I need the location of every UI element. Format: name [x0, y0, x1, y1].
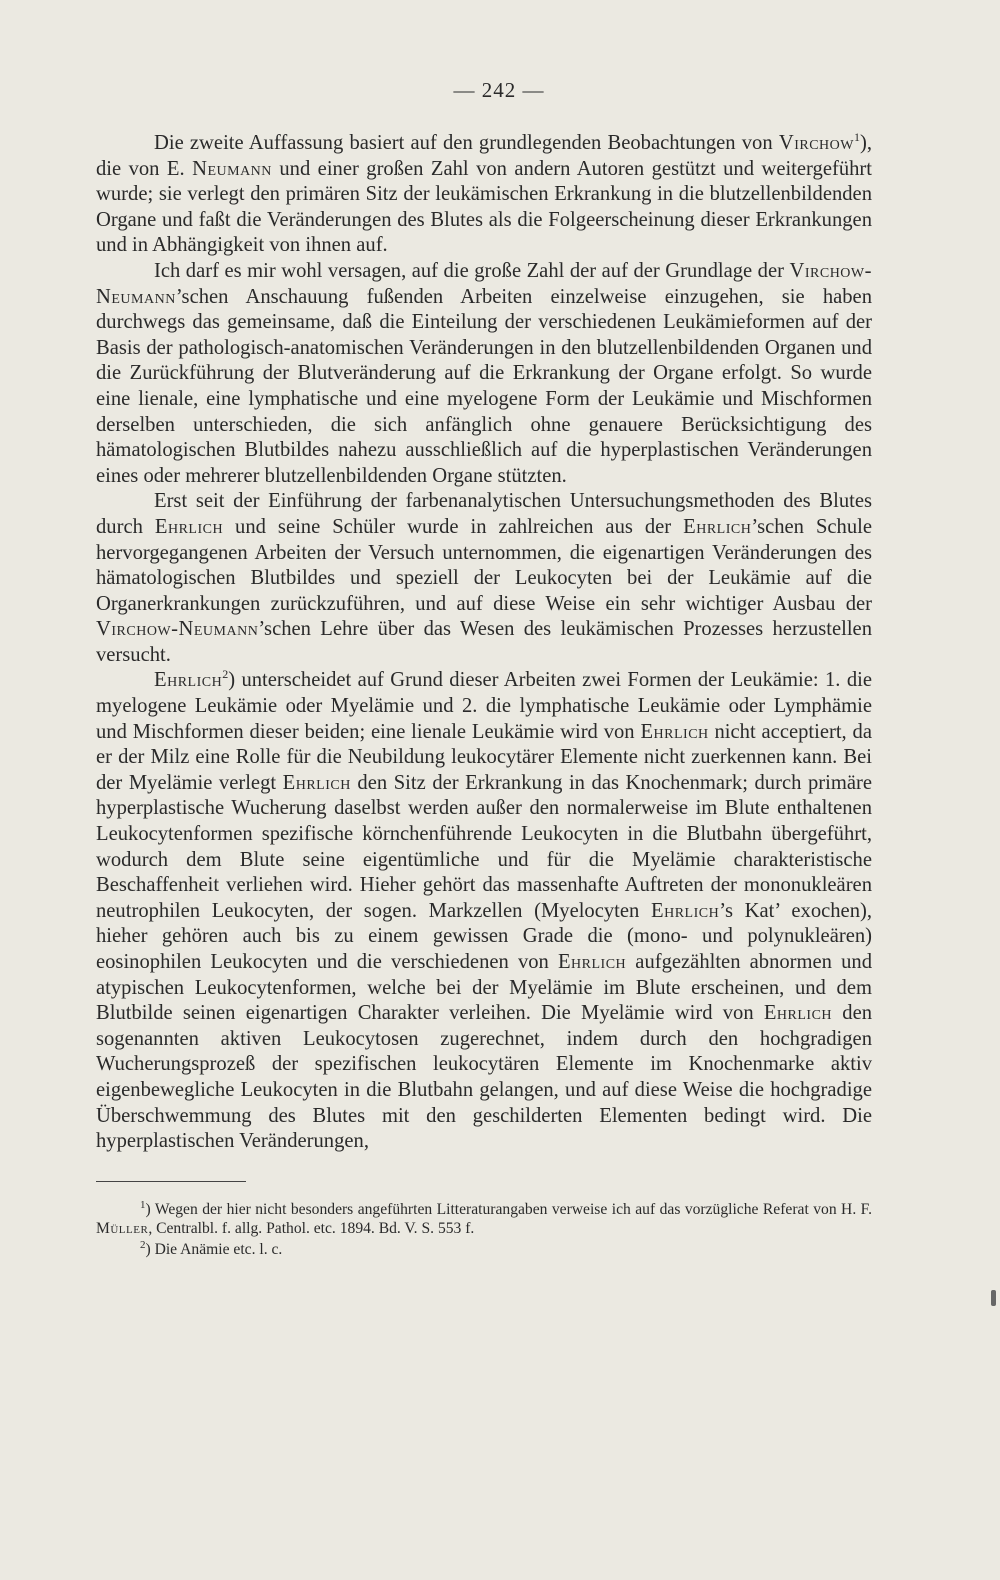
text-run: den sogenannten aktiven Leukocytosen zugerechnet, indem durch den hochgradigen Wucherungsprozeß der spezifischen leukocytären Elemente im Knochenmarke aktiv eigenbewegliche Leukocyten in die Blutbahn gelangen, und auf diese Weise die hochgradige Überschwemmung des Blutes mit den geschilderten Elementen bedingt wird. Die hyperplastischen Veränderungen, — [96, 1002, 873, 1153]
body-text — [96, 131, 872, 1155]
author-name: Ehrlich — [154, 669, 223, 692]
author-name: Ehrlich — [651, 899, 720, 922]
text-run: und seine Schüler wurde in zahlreichen aus der — [223, 515, 684, 538]
author-name: Virchow-Neumann — [96, 259, 872, 308]
author-name: Ehrlich — [640, 720, 709, 743]
footnote-ref-1: 1 — [853, 130, 860, 145]
text-run: ’schen Anschauung fußenden Arbeiten einzelweise einzugehen, sie haben durchwegs das gemeinsame, daß die Einteilung der verschiedenen Leukämieformen auf der Basis der pathologisch-anatomischen Veränderungen in den blutzellenbildenden Organen und die Zurückführung der Blutveränderung auf die Erkrankung der Organe erfolgt. So wurde eine lienale, eine lymphatische und eine myelogene Form der Leukämie und Mischformen derselben unterschieden, die sich anfänglich ohne genauere Berücksichtigung des hämatologischen Blutbildes nahezu ausschließlich auf die hyperplastischen Veränderungen eines oder mehrerer blutzellenbildenden Organe stützten. — [96, 285, 872, 487]
author-name: Neumann — [192, 157, 272, 180]
paragraph-3 — [96, 489, 872, 668]
text-run: aufgezählten abnormen und atypischen Leukocytenformen, welche bei der Myelämie im Blute erscheinen, und dem Blutbilde seinen eigenartigen Charakter verleihen. Die Myelämie wird von — [96, 951, 872, 1025]
text-run: ) unterscheidet auf Grund dieser Arbeiten zwei Formen der Leukämie: 1. die myelogene Leukämie oder Myelämie und 2. die lymphatische Leukämie oder Lymphämie und Mischformen dieser beiden; eine lienale Leukämie wird von — [96, 669, 872, 743]
text-run: ’s Kat’ exochen), hieher gehören auch bis zu einem gewissen Grade die (mono- und polynukleären) eosinophilen Leukocyten und die verschiedenen von — [96, 899, 872, 973]
footnote-mark: 2 — [140, 1238, 146, 1251]
text-run: Ich darf es mir wohl versagen, auf die große Zahl der auf der Grundlage der — [154, 259, 790, 282]
footnote-divider — [96, 1181, 246, 1182]
text-run: , Centralbl. f. allg. Pathol. etc. 1894. Bd. V. S. 553 f. — [148, 1219, 475, 1237]
text-run: nicht acceptiert, da er der Milz eine Rolle für die Neubildung leukocytärer Elemente nicht zuerkennen kann. Bei der Myelämie verlegt — [96, 720, 872, 794]
footnote-1 — [96, 1200, 872, 1238]
author-name: Ehrlich — [282, 771, 351, 794]
text-run: und einer großen Zahl von andern Autoren gestützt und weitergeführt wurde; sie verlegt den primären Sitz der leukämischen Erkrankung in die blutzellenbildenden Organe und faßt die Veränderungen des Blutes als die Folgeerscheinung dieser Erkrankungen und in Abhängigkeit von ihnen auf. — [96, 157, 873, 257]
footnote-ref-2: 2 — [222, 667, 229, 682]
page-edge-mark — [991, 1290, 996, 1306]
author-name: Ehrlich — [683, 515, 752, 538]
text-run: ), die von E. — [96, 132, 872, 180]
text-run: ’schen Schule hervorgegangenen Arbeiten der Versuch unternommen, die eigenartigen Veränderungen des hämatologischen Blutbildes und speziell der Leukocyten bei der Leukämie auf die Organerkrankungen zurückzuführen, und auf diese Weise ein sehr wichtiger Ausbau der — [96, 515, 873, 615]
author-name: Ehrlich — [763, 1002, 833, 1025]
author-name: Virchow-Neumann — [96, 618, 259, 641]
text-run: ) Die Anämie etc. l. c. — [145, 1240, 283, 1258]
text-run: Erst seit der Einführung der farbenanalytischen Untersuchungsmethoden des Blutes durch — [96, 490, 872, 538]
text-run: ) Wegen der hier nicht besonders angeführten Litteraturangaben verweise ich auf das vorzügliche Referat von H. F. — [145, 1200, 872, 1218]
text-run: ’schen Lehre über das Wesen des leukämischen Prozesses herzustellen versucht. — [96, 618, 872, 666]
paragraph-1 — [96, 131, 872, 259]
text-run: den Sitz der Erkrankung in das Knochenmark; durch primäre hyperplastische Wucherung daselbst werden außer den normalerweise im Blute enthaltenen Leukocytenformen spezifische körnchenführende Leukocyten in die Blutbahn übergeführt, wodurch dem Blute seine eigentümliche und für die Myelämie charakteristische Beschaffenheit verliehen wird. Hieher gehört das massenhafte Auftreten der mononukleären neutrophilen Leukocyten, der sogen. Markzellen (Myelocyten — [96, 771, 872, 922]
footnote-2 — [96, 1240, 872, 1259]
author-name: Virchow — [778, 132, 854, 154]
footnote-mark: 1 — [140, 1198, 146, 1211]
page-number: — 242 — — [453, 78, 545, 102]
footnotes — [96, 1200, 872, 1259]
author-name: Ehrlich — [557, 951, 627, 973]
paragraph-4 — [96, 668, 872, 1154]
author-name: Ehrlich — [154, 515, 224, 538]
paragraph-2 — [96, 259, 872, 489]
author-name: Müller — [96, 1219, 149, 1237]
text-run: Die zweite Auffassung basiert auf den grundlegenden Beobachtungen von — [154, 132, 779, 154]
